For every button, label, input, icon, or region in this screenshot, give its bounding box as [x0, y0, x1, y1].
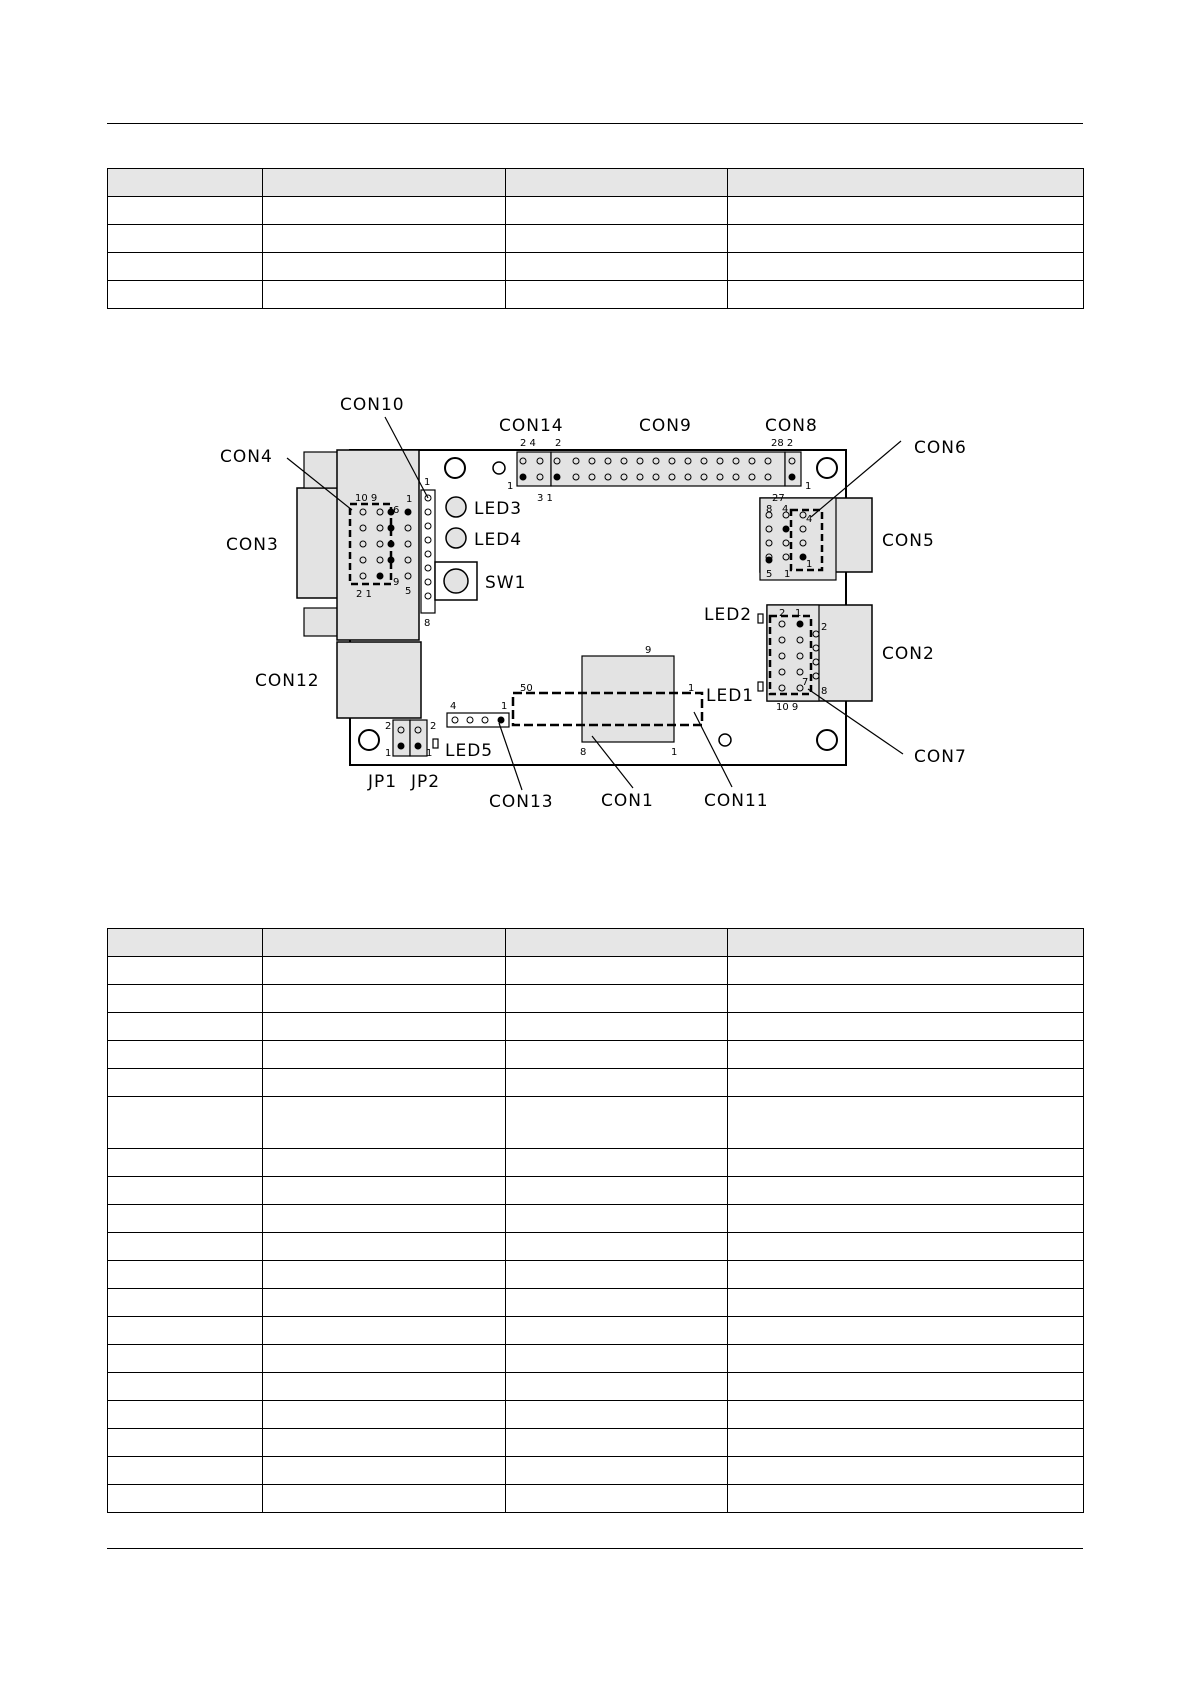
pin-number: 9 — [645, 645, 652, 656]
table-cell — [263, 1013, 506, 1041]
table-cell — [728, 1069, 1084, 1097]
table-cell — [728, 1401, 1084, 1429]
label-led1: LED1 — [706, 686, 755, 706]
table-row — [108, 1429, 1084, 1457]
table-cell — [108, 1261, 263, 1289]
pin-number: 7 — [802, 677, 809, 688]
pin-number: 8 — [821, 686, 828, 697]
table-cell — [108, 281, 263, 309]
table-cell — [263, 1041, 506, 1069]
pin-number: 4 — [782, 504, 789, 515]
pin-number: 1 — [784, 569, 791, 580]
table-header-cell — [263, 929, 506, 957]
pin-number: 4 — [806, 514, 813, 525]
table-cell — [263, 1345, 506, 1373]
table-row — [108, 1289, 1084, 1317]
con9-header — [551, 452, 785, 486]
connector-table — [107, 928, 1084, 1513]
label-con14: CON14 — [499, 416, 564, 436]
table-row — [108, 1097, 1084, 1149]
pin-number: 2 4 — [520, 438, 536, 449]
pin-number: 5 — [766, 569, 773, 580]
table-cell — [263, 1149, 506, 1177]
table-cell — [506, 1205, 728, 1233]
table-cell — [263, 253, 506, 281]
table-row — [108, 1205, 1084, 1233]
table-cell — [108, 1149, 263, 1177]
table-row — [108, 1317, 1084, 1345]
pin-number: 1 — [688, 683, 695, 694]
table-cell — [506, 1457, 728, 1485]
table-row — [108, 1069, 1084, 1097]
pin-number: 9 — [393, 577, 400, 588]
con3-bottom-tab — [304, 608, 340, 636]
table-cell — [728, 1013, 1084, 1041]
label-con11: CON11 — [704, 791, 769, 811]
table-row — [108, 225, 1084, 253]
table-cell — [728, 1485, 1084, 1513]
summary-table — [107, 168, 1084, 309]
label-led5: LED5 — [445, 741, 494, 761]
table-header-cell — [506, 169, 728, 197]
pin-number: 2 — [779, 608, 786, 619]
table-cell — [263, 197, 506, 225]
pin-number: 6 — [393, 505, 400, 516]
table-row — [108, 253, 1084, 281]
label-led3: LED3 — [474, 499, 523, 519]
table-cell — [263, 1401, 506, 1429]
pin-number: 5 — [405, 586, 412, 597]
con8-header — [785, 452, 801, 486]
table-cell — [506, 1013, 728, 1041]
pin-number: 10 9 — [776, 702, 799, 713]
table-cell — [728, 1097, 1084, 1149]
table-cell — [506, 1097, 728, 1149]
table-row — [108, 1261, 1084, 1289]
table-cell — [263, 1485, 506, 1513]
label-con7: CON7 — [914, 747, 967, 767]
pin-number: 1 — [426, 748, 433, 759]
table-row — [108, 1177, 1084, 1205]
con14-header — [517, 452, 551, 486]
table-cell — [728, 225, 1084, 253]
table-cell — [263, 957, 506, 985]
table-row — [108, 1041, 1084, 1069]
table-cell — [506, 281, 728, 309]
table-cell — [263, 281, 506, 309]
label-jp1: JP1 — [368, 772, 398, 792]
table-cell — [506, 957, 728, 985]
table-header-cell — [108, 929, 263, 957]
table-cell — [263, 1289, 506, 1317]
table-cell — [263, 1097, 506, 1149]
table-cell — [108, 253, 263, 281]
table-cell — [506, 1177, 728, 1205]
table-cell — [728, 253, 1084, 281]
table-cell — [108, 1205, 263, 1233]
pin-number: 1 — [501, 701, 508, 712]
table-cell — [728, 1205, 1084, 1233]
table-cell — [108, 1069, 263, 1097]
table-cell — [506, 1069, 728, 1097]
pin-number: 1 — [806, 559, 813, 570]
table-cell — [263, 1177, 506, 1205]
table-cell — [506, 985, 728, 1013]
table-cell — [506, 1373, 728, 1401]
table-cell — [108, 197, 263, 225]
table-row — [108, 197, 1084, 225]
footer-rule — [107, 1548, 1083, 1549]
table-cell — [263, 985, 506, 1013]
table-cell — [728, 1261, 1084, 1289]
pin-number: 2 1 — [356, 589, 372, 600]
label-con9: CON9 — [639, 416, 692, 436]
pin-number: 1 — [507, 481, 514, 492]
table-cell — [108, 1457, 263, 1485]
pin-number: 28 2 — [771, 438, 794, 449]
table-cell — [728, 1373, 1084, 1401]
table-row — [108, 1345, 1084, 1373]
label-con12: CON12 — [255, 671, 320, 691]
pin-number: 1 — [385, 748, 392, 759]
table-cell — [728, 1317, 1084, 1345]
label-con2: CON2 — [882, 644, 935, 664]
table-row — [108, 1373, 1084, 1401]
table-cell — [108, 957, 263, 985]
table-header-row — [108, 169, 1084, 197]
label-con3: CON3 — [226, 535, 279, 555]
table-header-cell — [728, 169, 1084, 197]
table-cell — [263, 1457, 506, 1485]
pin-number: 27 — [772, 493, 785, 504]
table-cell — [728, 197, 1084, 225]
table-cell — [728, 1041, 1084, 1069]
label-con13: CON13 — [489, 792, 554, 812]
table-cell — [506, 197, 728, 225]
table-row — [108, 1233, 1084, 1261]
pin-number: 1 — [424, 477, 431, 488]
table-cell — [728, 1457, 1084, 1485]
table-cell — [506, 1289, 728, 1317]
board-layout-diagram — [0, 380, 1192, 830]
pin-number: 2 — [385, 721, 392, 732]
table-cell — [263, 1429, 506, 1457]
table-cell — [728, 1233, 1084, 1261]
pin-number: 4 — [450, 701, 457, 712]
table-cell — [506, 1261, 728, 1289]
table-cell — [263, 1233, 506, 1261]
table-header-cell — [108, 169, 263, 197]
table-row — [108, 1013, 1084, 1041]
table-cell — [506, 1429, 728, 1457]
table-cell — [108, 1289, 263, 1317]
table-cell — [108, 1373, 263, 1401]
table-cell — [108, 225, 263, 253]
table-cell — [506, 1149, 728, 1177]
table-row — [108, 1485, 1084, 1513]
label-con8: CON8 — [765, 416, 818, 436]
pin-number: 2 — [430, 721, 437, 732]
table-header-row — [108, 929, 1084, 957]
table-row — [108, 281, 1084, 309]
pin-number: 3 1 — [537, 493, 553, 504]
table-cell — [728, 985, 1084, 1013]
table-cell — [728, 1149, 1084, 1177]
table-cell — [263, 225, 506, 253]
jp2-jumper — [410, 720, 427, 756]
table-cell — [506, 1041, 728, 1069]
table-cell — [108, 1041, 263, 1069]
table-cell — [108, 1177, 263, 1205]
table-cell — [728, 1177, 1084, 1205]
pin-number: 1 — [795, 608, 802, 619]
table-cell — [108, 1317, 263, 1345]
table-cell — [506, 1485, 728, 1513]
table-row — [108, 1457, 1084, 1485]
label-con5: CON5 — [882, 531, 935, 551]
table-cell — [506, 1401, 728, 1429]
con3-db9-connector — [297, 488, 339, 598]
table-cell — [108, 1097, 263, 1149]
con12-connector — [337, 642, 421, 718]
label-led2: LED2 — [704, 605, 753, 625]
table-cell — [108, 1429, 263, 1457]
table-cell — [728, 1289, 1084, 1317]
table-cell — [108, 985, 263, 1013]
table-cell — [263, 1069, 506, 1097]
table-cell — [108, 1345, 263, 1373]
table-cell — [263, 1205, 506, 1233]
label-sw1: SW1 — [485, 573, 527, 593]
table-row — [108, 1401, 1084, 1429]
pin-number: 1 — [805, 481, 812, 492]
table-cell — [263, 1261, 506, 1289]
sw1-button — [444, 569, 468, 593]
table-header-cell — [728, 929, 1084, 957]
table-cell — [506, 1345, 728, 1373]
pin-number: 8 — [766, 504, 773, 515]
table-cell — [263, 1373, 506, 1401]
table-cell — [263, 1317, 506, 1345]
pin-number: 1 — [671, 747, 678, 758]
led4-indicator — [446, 528, 466, 548]
table-cell — [728, 1345, 1084, 1373]
table-cell — [506, 1317, 728, 1345]
table-row — [108, 985, 1084, 1013]
pin-number: 8 — [580, 747, 587, 758]
label-led4: LED4 — [474, 530, 523, 550]
label-con1: CON1 — [601, 791, 654, 811]
pin-number: 2 — [555, 438, 562, 449]
pin-number: 10 9 — [355, 493, 378, 504]
table-cell — [108, 1401, 263, 1429]
label-con10: CON10 — [340, 395, 405, 415]
jp1-jumper — [393, 720, 410, 756]
table-cell — [108, 1233, 263, 1261]
table-cell — [506, 225, 728, 253]
table-cell — [728, 281, 1084, 309]
pin-number: 8 — [424, 618, 431, 629]
table-cell — [728, 957, 1084, 985]
label-con6: CON6 — [914, 438, 967, 458]
led3-indicator — [446, 497, 466, 517]
con1-chip — [582, 656, 674, 742]
table-header-cell — [506, 929, 728, 957]
con3-top-tab — [304, 452, 340, 488]
table-cell — [728, 1429, 1084, 1457]
table-row — [108, 1149, 1084, 1177]
table-cell — [108, 1013, 263, 1041]
label-con4: CON4 — [220, 447, 273, 467]
label-jp2: JP2 — [411, 772, 441, 792]
pin-number: 1 — [406, 494, 413, 505]
pin-number: 2 — [821, 622, 828, 633]
pin-number: 50 — [520, 683, 533, 694]
table-cell — [108, 1485, 263, 1513]
table-header-cell — [263, 169, 506, 197]
table-cell — [506, 253, 728, 281]
table-cell — [506, 1233, 728, 1261]
header-rule — [107, 123, 1083, 124]
table-row — [108, 957, 1084, 985]
